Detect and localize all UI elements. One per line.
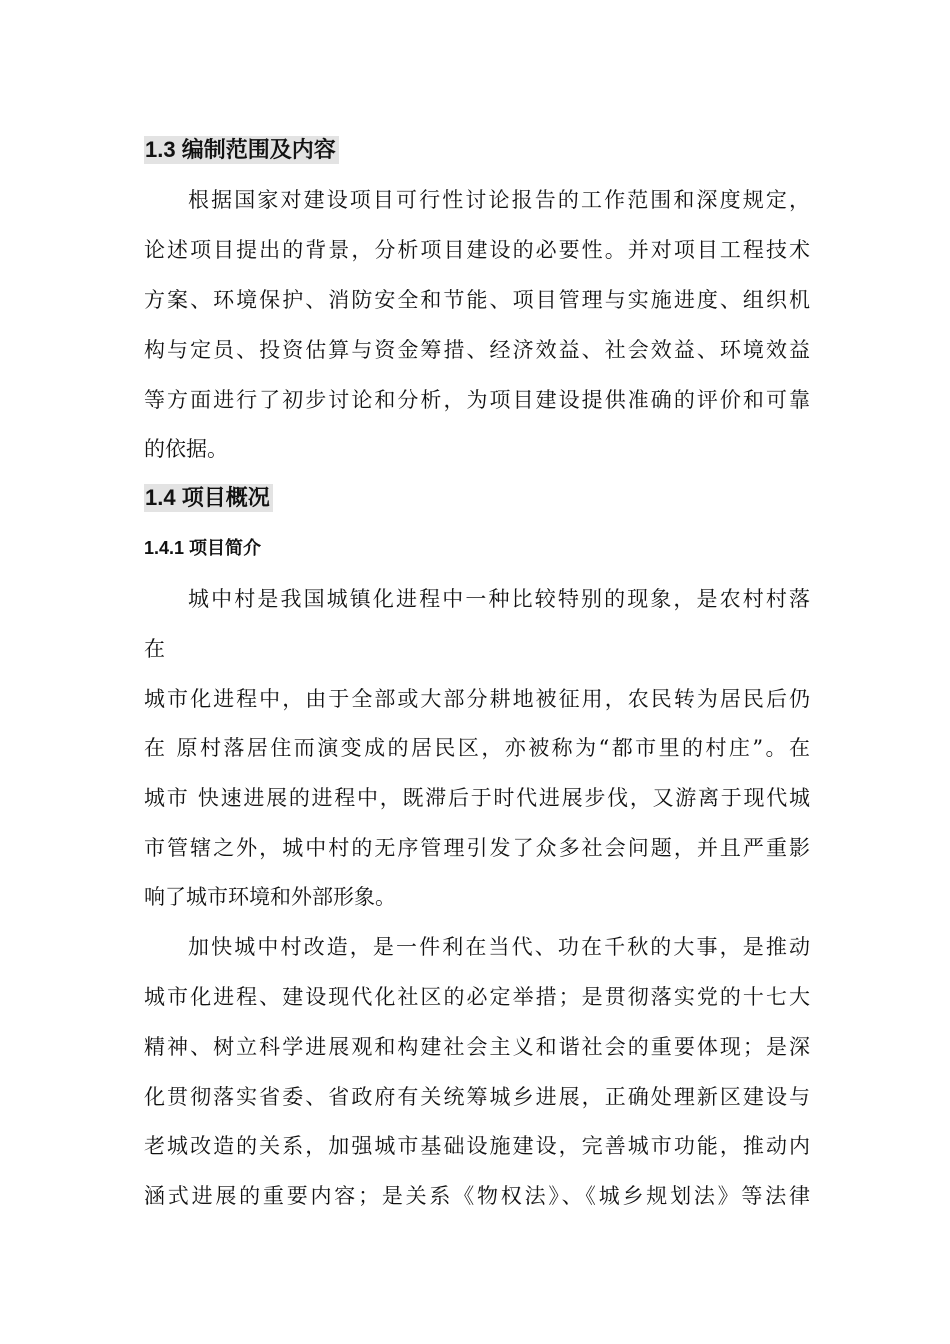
subsection-heading-1-4-1: 1.4.1 项目简介 <box>144 538 262 558</box>
paragraph-line: 老城改造的关系，加强城市基础设施建设，完善城市功能，推动内 <box>144 1134 810 1158</box>
paragraph-line: 在 <box>144 637 165 661</box>
section-heading-1-3: 1.3 编制范围及内容 <box>144 136 339 164</box>
paragraph-line: 城市 快速进展的进程中，既滞后于时代进展步伐，又游离于现代城 <box>144 786 810 810</box>
paragraph-line: 加快城中村改造，是一件利在当代、功在千秋的大事，是推动 <box>188 935 810 959</box>
paragraph-line: 城中村是我国城镇化进程中一种比较特别的现象，是农村村落 <box>188 587 810 611</box>
paragraph-line: 构与定员、投资估算与资金筹措、经济效益、社会效益、环境效益 <box>144 338 810 362</box>
paragraph-line: 在 原村落居住而演变成的居民区，亦被称为“都市里的村庄”。在 <box>144 736 810 760</box>
paragraph-line: 精神、树立科学进展观和构建社会主义和谐社会的重要体现；是深 <box>144 1035 810 1059</box>
paragraph-line: 方案、环境保护、消防安全和节能、项目管理与实施进度、组织机 <box>144 288 810 312</box>
paragraph-line: 涵式进展的重要内容；是关系《物权法》、《城乡规划法》等法律 <box>144 1184 810 1208</box>
paragraph-line: 化贯彻落实省委、省政府有关统筹城乡进展，正确处理新区建设与 <box>144 1085 810 1109</box>
section-heading-1-4: 1.4 项目概况 <box>144 484 273 512</box>
paragraph-line: 的依据。 <box>144 437 228 461</box>
paragraph-line: 城市化进程中，由于全部或大部分耕地被征用，农民转为居民后仍 <box>144 687 810 711</box>
paragraph-line: 等方面进行了初步讨论和分析，为项目建设提供准确的评价和可靠 <box>144 388 810 412</box>
paragraph-line: 城市化进程、建设现代化社区的必定举措；是贯彻落实党的十七大 <box>144 985 810 1009</box>
paragraph-line: 根据国家对建设项目可行性讨论报告的工作范围和深度规定， <box>188 188 810 212</box>
paragraph-line: 市管辖之外，城中村的无序管理引发了众多社会问题，并且严重影 <box>144 836 810 860</box>
paragraph-line: 响了城市环境和外部形象。 <box>144 885 396 909</box>
paragraph-line: 论述项目提出的背景，分析项目建设的必要性。并对项目工程技术 <box>144 238 810 262</box>
